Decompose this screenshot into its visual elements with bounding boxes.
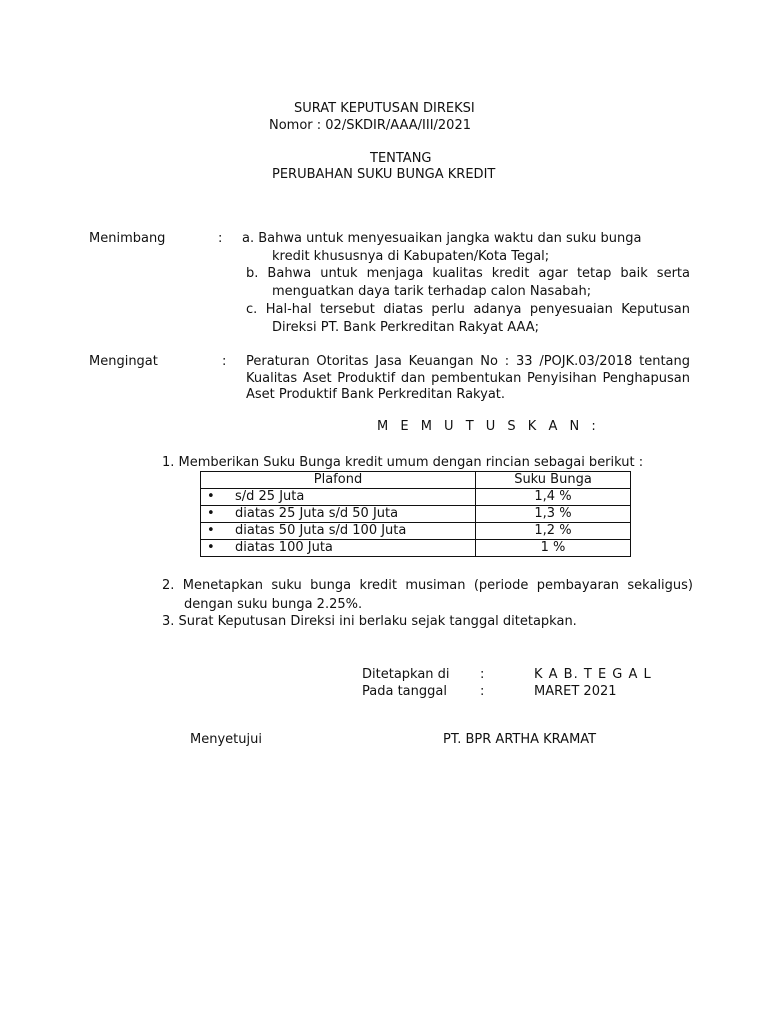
- decision-item-1: 1. Memberikan Suku Bunga kredit umum dengan rincian sebagai berikut :: [162, 455, 644, 470]
- table-row: [201, 506, 631, 523]
- plafond-cell: diatas 25 Juta s/d 50 Juta: [235, 506, 399, 521]
- decision-item-2-line2: dengan suku bunga 2.25%.: [184, 597, 363, 612]
- subject-heading: PERUBAHAN SUKU BUNGA KREDIT: [272, 167, 496, 182]
- table-row: [201, 523, 631, 540]
- rate-table: [200, 471, 631, 557]
- signature-left-label: Menyetujui: [190, 732, 262, 747]
- menimbang-item-c-line2: Direksi PT. Bank Perkreditan Rakyat AAA;: [272, 320, 540, 335]
- issued-place-value: K A B. T E G A L: [534, 667, 652, 682]
- memutuskan-heading: M E M U T U S K A N :: [377, 419, 600, 434]
- bullet: •: [207, 506, 215, 521]
- menimbang-item-b-line1: b. Bahwa untuk menjaga kualitas kredit agar tetap baik serta: [246, 266, 690, 281]
- menimbang-item-c-line1: c. Hal-hal tersebut diatas perlu adanya penyesuaian Keputusan: [246, 302, 690, 317]
- menimbang-label: Menimbang: [89, 231, 166, 246]
- mengingat-label: Mengingat: [89, 354, 158, 369]
- rate-cell: 1,4 %: [476, 489, 631, 506]
- decision-item-2-line1: 2. Menetapkan suku bunga kredit musiman (periode pembayaran sekaligus): [162, 578, 693, 593]
- table-row: [201, 540, 631, 557]
- plafond-cell: s/d 25 Juta: [235, 489, 305, 504]
- mengingat-colon: :: [222, 354, 227, 369]
- bullet: •: [207, 489, 215, 504]
- mengingat-line1: Peraturan Otoritas Jasa Keuangan No : 33 /POJK.03/2018 tentang: [246, 354, 690, 369]
- about-heading: TENTANG: [370, 151, 432, 166]
- bullet: •: [207, 523, 215, 538]
- mengingat-line2: Kualitas Aset Produktif dan pembentukan Penyisihan Penghapusan: [246, 371, 690, 386]
- signature-right-label: PT. BPR ARTHA KRAMAT: [443, 732, 597, 747]
- issued-place-label: Ditetapkan di: [362, 667, 450, 682]
- menimbang-item-a-line1: a. Bahwa untuk menyesuaikan jangka waktu dan suku bunga: [242, 231, 642, 246]
- menimbang-item-a-line2: kredit khususnya di Kabupaten/Kota Tegal;: [272, 249, 550, 264]
- mengingat-line3: Aset Produktif Bank Perkreditan Rakyat.: [246, 387, 506, 402]
- rate-cell: 1,3 %: [476, 506, 631, 523]
- rate-header: Suku Bunga: [476, 472, 631, 489]
- plafond-cell: diatas 50 Juta s/d 100 Juta: [235, 523, 407, 538]
- plafond-header: Plafond: [201, 472, 476, 489]
- rate-cell: 1 %: [476, 540, 631, 557]
- issued-date-value: MARET 2021: [534, 684, 617, 699]
- issued-date-colon: :: [480, 684, 485, 699]
- decision-item-3: 3. Surat Keputusan Direksi ini berlaku sejak tanggal ditetapkan.: [162, 614, 577, 629]
- plafond-cell: diatas 100 Juta: [235, 540, 333, 555]
- menimbang-item-b-line2: menguatkan daya tarik terhadap calon Nasabah;: [272, 284, 592, 299]
- table-header-row: [201, 472, 631, 489]
- menimbang-colon: :: [218, 231, 223, 246]
- bullet: •: [207, 540, 215, 555]
- rate-cell: 1,2 %: [476, 523, 631, 540]
- document-title: SURAT KEPUTUSAN DIREKSI: [294, 101, 475, 116]
- document-number: Nomor : 02/SKDIR/AAA/III/2021: [269, 118, 471, 133]
- issued-place-colon: :: [480, 667, 485, 682]
- table-row: [201, 489, 631, 506]
- issued-date-label: Pada tanggal: [362, 684, 447, 699]
